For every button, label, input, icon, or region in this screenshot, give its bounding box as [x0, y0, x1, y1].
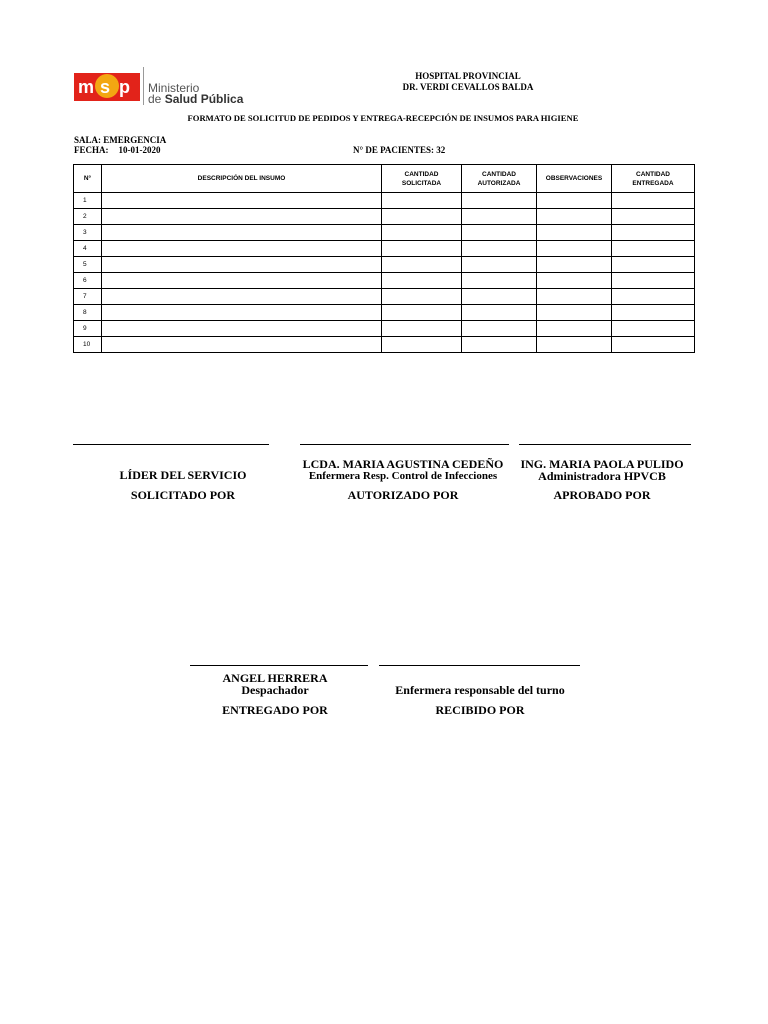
autorizado-role: AUTORIZADO POR [347, 488, 459, 502]
fecha-value: 10-01-2020 [118, 145, 161, 155]
autorizado-title: Enfermera Resp. Control de Infecciones [308, 470, 498, 482]
svg-text:m: m [78, 77, 95, 97]
table-row [74, 209, 695, 225]
autorizado-name: LCDA. MARIA AGUSTINA CEDEÑO [302, 457, 504, 471]
signature-line-recibido [379, 665, 580, 666]
row-number: 3 [74, 225, 102, 241]
row-observaciones-cell [537, 289, 612, 305]
row-descripcion-cell [102, 289, 382, 305]
row-descripcion-cell [102, 225, 382, 241]
row-descripcion-cell [102, 321, 382, 337]
row-number: 8 [74, 305, 102, 321]
row-cantidad-autorizada-cell [462, 305, 537, 321]
table-row [74, 273, 695, 289]
row-observaciones-cell [537, 257, 612, 273]
signature-line-lider [73, 444, 269, 445]
row-descripcion-cell [102, 193, 382, 209]
table-row [74, 305, 695, 321]
row-cantidad-solicitada-cell [382, 273, 462, 289]
lider-title: LÍDER DEL SERVICIO [119, 468, 247, 482]
entregado-role: ENTREGADO POR [222, 703, 328, 717]
row-descripcion-cell [102, 209, 382, 225]
svg-text:p: p [119, 77, 130, 97]
lider-role: SOLICITADO POR [130, 488, 236, 502]
logo-salud-publica-text: de Salud Pública [148, 92, 244, 106]
logo-divider [143, 67, 144, 105]
row-number: 4 [74, 241, 102, 257]
row-number: 10 [74, 337, 102, 353]
recibido-title: Enfermera responsable del turno [395, 683, 565, 697]
aprobado-role: APROBADO POR [553, 488, 651, 502]
fecha-label: FECHA: [74, 145, 109, 155]
row-cantidad-entregada-cell [612, 257, 695, 273]
table-row [74, 321, 695, 337]
row-cantidad-solicitada-cell [382, 337, 462, 353]
row-cantidad-solicitada-cell [382, 321, 462, 337]
msp-logo-mark [74, 69, 140, 105]
row-cantidad-entregada-cell [612, 337, 695, 353]
pacientes-field: N° DE PACIENTES: 32 [353, 145, 446, 155]
fecha-field [74, 145, 161, 155]
row-cantidad-solicitada-cell [382, 289, 462, 305]
row-cantidad-entregada-cell [612, 273, 695, 289]
hospital-doctor-name: DR. VERDI CEVALLOS BALDA [402, 82, 534, 92]
row-cantidad-solicitada-cell [382, 241, 462, 257]
signature-line-aprobado [519, 444, 691, 445]
row-observaciones-cell [537, 225, 612, 241]
header-observaciones: OBSERVACIONES [537, 165, 612, 193]
row-cantidad-autorizada-cell [462, 273, 537, 289]
header-cantidad-autorizada: CANTIDAD AUTORIZADA [462, 165, 537, 193]
header-cantidad-entregada: CANTIDAD ENTREGADA [612, 165, 695, 193]
row-observaciones-cell [537, 321, 612, 337]
row-cantidad-entregada-cell [612, 225, 695, 241]
row-number: 6 [74, 273, 102, 289]
row-observaciones-cell [537, 241, 612, 257]
row-cantidad-entregada-cell [612, 321, 695, 337]
row-descripcion-cell [102, 305, 382, 321]
recibido-role: RECIBIDO POR [435, 703, 525, 717]
aprobado-name: ING. MARIA PAOLA PULIDO [520, 457, 684, 471]
insumos-table [73, 164, 695, 353]
row-cantidad-entregada-cell [612, 289, 695, 305]
signature-line-entregado [190, 665, 368, 666]
row-descripcion-cell [102, 257, 382, 273]
header-num: N° [74, 165, 102, 193]
row-cantidad-autorizada-cell [462, 289, 537, 305]
header-cantidad-solicitada: CANTIDAD SOLICITADA [382, 165, 462, 193]
aprobado-title: Administradora HPVCB [538, 469, 666, 483]
row-number: 2 [74, 209, 102, 225]
msp-logo [74, 67, 244, 107]
table-row [74, 193, 695, 209]
entregado-title: Despachador [241, 683, 309, 697]
row-cantidad-solicitada-cell [382, 305, 462, 321]
table-row [74, 337, 695, 353]
entregado-name: ANGEL HERRERA [222, 671, 328, 685]
row-cantidad-autorizada-cell [462, 225, 537, 241]
row-cantidad-entregada-cell [612, 305, 695, 321]
row-cantidad-solicitada-cell [382, 193, 462, 209]
row-cantidad-autorizada-cell [462, 257, 537, 273]
table-row [74, 225, 695, 241]
table-row [74, 257, 695, 273]
sala-field: SALA: EMERGENCIA [74, 135, 167, 145]
logo-ministerio-text: Ministerio [148, 81, 200, 95]
row-descripcion-cell [102, 273, 382, 289]
row-number: 7 [74, 289, 102, 305]
row-cantidad-entregada-cell [612, 209, 695, 225]
table-row [74, 289, 695, 305]
row-cantidad-entregada-cell [612, 193, 695, 209]
row-number: 5 [74, 257, 102, 273]
row-observaciones-cell [537, 193, 612, 209]
row-cantidad-autorizada-cell [462, 193, 537, 209]
header-descripcion: DESCRIPCIÓN DEL INSUMO [102, 165, 382, 193]
row-cantidad-solicitada-cell [382, 225, 462, 241]
row-descripcion-cell [102, 337, 382, 353]
signature-line-autorizado [300, 444, 509, 445]
row-cantidad-solicitada-cell [382, 257, 462, 273]
row-observaciones-cell [537, 209, 612, 225]
row-cantidad-autorizada-cell [462, 241, 537, 257]
row-observaciones-cell [537, 337, 612, 353]
row-cantidad-autorizada-cell [462, 337, 537, 353]
table-header-row [74, 165, 695, 193]
row-observaciones-cell [537, 305, 612, 321]
row-descripcion-cell [102, 241, 382, 257]
row-number: 1 [74, 193, 102, 209]
row-cantidad-autorizada-cell [462, 321, 537, 337]
svg-text:s: s [100, 77, 111, 97]
row-observaciones-cell [537, 273, 612, 289]
row-cantidad-autorizada-cell [462, 209, 537, 225]
row-cantidad-solicitada-cell [382, 209, 462, 225]
hospital-name: HOSPITAL PROVINCIAL [415, 71, 521, 81]
form-title: FORMATO DE SOLICITUD DE PEDIDOS Y ENTREGA-RECEPCIÓN DE INSUMOS PARA HIGIENE [187, 113, 579, 123]
row-number: 9 [74, 321, 102, 337]
table-row [74, 241, 695, 257]
row-cantidad-entregada-cell [612, 241, 695, 257]
